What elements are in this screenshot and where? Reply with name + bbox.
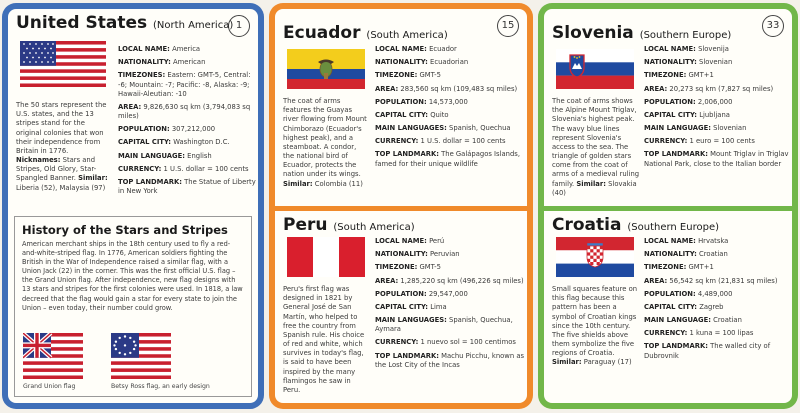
fact-currency: CURRENCY: 1 kuna = 100 lipas: [644, 329, 754, 338]
country-name: Ecuador: [283, 23, 361, 43]
fact-local-name: LOCAL NAME: Slovenija: [644, 45, 729, 53]
fact-timezone: TIMEZONE: GMT+1: [644, 263, 714, 272]
fact-nationality: NATIONALITY: American: [118, 58, 206, 67]
fact-local-name: LOCAL NAME: Hrvatska: [644, 237, 729, 245]
section-slovenia: [544, 9, 792, 205]
grand-union-flag-icon: [23, 333, 83, 379]
country-region: (South America): [366, 30, 448, 41]
fact-timezone: TIMEZONE: GMT-5: [375, 71, 441, 80]
fact-nationality: NATIONALITY: Peruvian: [375, 250, 460, 259]
fact-top-landmark: TOP LANDMARK: The walled city of Dubrovnik: [644, 342, 771, 360]
country-title: [552, 23, 731, 43]
card-number-badge: 15: [497, 15, 519, 37]
fact-main-languages: MAIN LANGUAGES: Spanish, Quechua: [375, 124, 511, 133]
fact-local-name: LOCAL NAME: America: [118, 45, 201, 53]
slovenia-flag-icon: [556, 49, 634, 89]
facts-list-slovenia: [644, 45, 790, 173]
fact-area: AREA: 1,285,220 sq km (496,226 sq miles): [375, 276, 524, 285]
flag-description-slovenia: The coat of arms shows the Alpine Mount Triglav, Slovenia's highest peak. The wavy blue lines represent Slovenia's access to the sea. The triangle of golden stars come from the coat of arms of a medieval ruling family. Similar: Slovakia (40): [552, 97, 640, 197]
facts-list-ecuador: [375, 45, 525, 173]
fact-capital-city: CAPITAL CITY: Lima: [375, 302, 447, 311]
country-region: (North America): [153, 20, 234, 31]
card-slovenia-croatia: [538, 3, 798, 409]
country-name: Croatia: [552, 215, 622, 235]
country-name: Peru: [283, 215, 328, 235]
card-ecuador-peru: [269, 3, 533, 409]
betsy-ross-flag-icon: [111, 333, 171, 379]
country-region: (South America): [333, 222, 415, 233]
fact-area: AREA: 56,542 sq km (21,831 sq miles): [644, 276, 778, 285]
fact-local-name: LOCAL NAME: Ecuador: [375, 45, 457, 53]
fact-population: POPULATION: 2,006,000: [644, 97, 733, 106]
fact-main-languages: MAIN LANGUAGES: Spanish, Quechua, Aymara: [375, 316, 513, 334]
fact-area: AREA: 283,560 sq km (109,483 sq miles): [375, 84, 518, 93]
fact-population: POPULATION: 307,212,000: [118, 125, 216, 134]
flag-description-croatia: Small squares feature on this flag because this pattern has been a symbol of Croatian kings since the 10th century. The five shields above them symbolize the five regions of Croatia. Similar: Paraguay (17): [552, 285, 638, 367]
card-inner-ecuador-peru: [275, 9, 527, 403]
fact-top-landmark: TOP LANDMARK: Mount Triglav in Triglav National Park, close to the Italian border: [644, 150, 789, 168]
ecuador-flag-icon: [287, 49, 365, 89]
fact-currency: CURRENCY: 1 nuevo sol = 100 centimos: [375, 338, 516, 347]
section-ecuador: [275, 9, 527, 205]
fact-top-landmark: TOP LANDMARK: Machu Picchu, known as the Lost City of the Incas: [375, 351, 525, 369]
country-title: [552, 215, 719, 235]
country-name: United States: [16, 13, 148, 33]
fact-timezone: TIMEZONE: GMT+1: [644, 71, 714, 80]
betsy-ross-flag-figure: [111, 333, 210, 390]
country-title: [283, 215, 415, 235]
fact-currency: CURRENCY: 1 U.S. dollar = 100 cents: [375, 137, 506, 146]
croatia-flag-icon: [556, 237, 634, 277]
country-region: (Southern Europe): [627, 222, 719, 233]
fact-timezone: TIMEZONE: GMT-5: [375, 263, 441, 272]
history-text: American merchant ships in the 18th century used to fly a red-and-white-striped flag. In 1776, American soldiers fighting the British in the War of Independence raised a similar flag, with a Union Jack (22) in the corner. This was the first official U.S. flag – the Grand Union flag. After independence, new flag designs with 13 stars and stripes for the first colonies were used. In 1818, a law decreed that the flag would gain a star for every state to join the Union – even today, their number could grow.: [22, 240, 243, 312]
fact-population: POPULATION: 29,547,000: [375, 289, 468, 298]
fact-top-landmark: TOP LANDMARK: The Galápagos Islands, famed for their unique wildlife: [375, 150, 520, 168]
country-title: [283, 23, 448, 43]
flag-description-usa: The 50 stars represent the U.S. states, and the 13 stripes stand for the original colonies that won their independence from Britain in 1776. Nicknames: Stars and Stripes, Old Glory, Star-Spangled Banner. Similar: Liberia (52), Malaysia (97): [16, 101, 108, 192]
card-inner-slovenia-croatia: [544, 9, 792, 403]
betsy-ross-caption: Betsy Ross flag, an early design: [111, 383, 210, 390]
card-number-badge: 1: [228, 15, 250, 37]
grand-union-caption: Grand Union flag: [23, 383, 76, 390]
grand-union-flag-figure: [23, 333, 83, 390]
fact-capital-city: CAPITAL CITY: Washington D.C.: [118, 138, 230, 147]
fact-currency: CURRENCY: 1 U.S. dollar = 100 cents: [118, 164, 249, 173]
flag-description-peru: Peru's first flag was designed in 1821 by General José de San Martín, who helped to free the country from Spanish rule. His choice of red and white, which survives in today's flag, is said to have been inspired by the many flamingos he saw in Peru.: [283, 285, 365, 394]
fact-nationality: NATIONALITY: Croatian: [644, 250, 728, 259]
country-title: [16, 13, 233, 33]
facts-list-peru: [375, 237, 525, 374]
fact-area: AREA: 20,273 sq km (7,827 sq miles): [644, 84, 774, 93]
fact-main-language: MAIN LANGUAGE: English: [118, 151, 212, 160]
history-title: History of the Stars and Stripes: [22, 223, 228, 237]
flag-description-ecuador: The coat of arms features the Guayas river flowing from Mount Chimborazo (Ecuador's highest peak), and a steamboat. A condor, the national bird of Ecuador, protects the nation under its wings. Similar: Colombia (11): [283, 97, 367, 188]
section-peru: [275, 211, 527, 403]
card-united-states: [2, 3, 264, 409]
country-name: Slovenia: [552, 23, 634, 43]
peru-flag-icon: [287, 237, 365, 277]
fact-capital-city: CAPITAL CITY: Ljubljana: [644, 110, 730, 119]
fact-main-language: MAIN LANGUAGE: Croatian: [644, 316, 742, 325]
usa-flag-icon: [20, 41, 106, 87]
section-croatia: [544, 211, 792, 403]
fact-population: POPULATION: 14,573,000: [375, 97, 468, 106]
country-region: (Southern Europe): [639, 30, 732, 41]
fact-currency: CURRENCY: 1 euro = 100 cents: [644, 137, 755, 146]
fact-population: POPULATION: 4,489,000: [644, 289, 733, 298]
fact-top-landmark: TOP LANDMARK: The Statue of Liberty in New York: [118, 177, 256, 196]
fact-nationality: NATIONALITY: Slovenian: [644, 58, 733, 67]
card-number-badge: 33: [762, 15, 784, 37]
facts-list-usa: [118, 45, 258, 200]
fact-timezones: TIMEZONES: Eastern: GMT-5, Central: -6; Mountain: -7; Pacific: -8, Alaska: -9; Hawaii-Aleutian: -10: [118, 71, 251, 98]
fact-local-name: LOCAL NAME: Perú: [375, 237, 445, 245]
fact-nationality: NATIONALITY: Ecuadorian: [375, 58, 469, 67]
card-inner-united-states: [8, 9, 258, 403]
fact-capital-city: CAPITAL CITY: Zagreb: [644, 302, 724, 311]
facts-list-croatia: [644, 237, 790, 365]
fact-area: AREA: 9,826,630 sq km (3,794,083 sq miles): [118, 102, 251, 121]
fact-main-language: MAIN LANGUAGE: Slovenian: [644, 124, 747, 133]
fact-capital-city: CAPITAL CITY: Quito: [375, 110, 449, 119]
history-box: [14, 216, 252, 397]
